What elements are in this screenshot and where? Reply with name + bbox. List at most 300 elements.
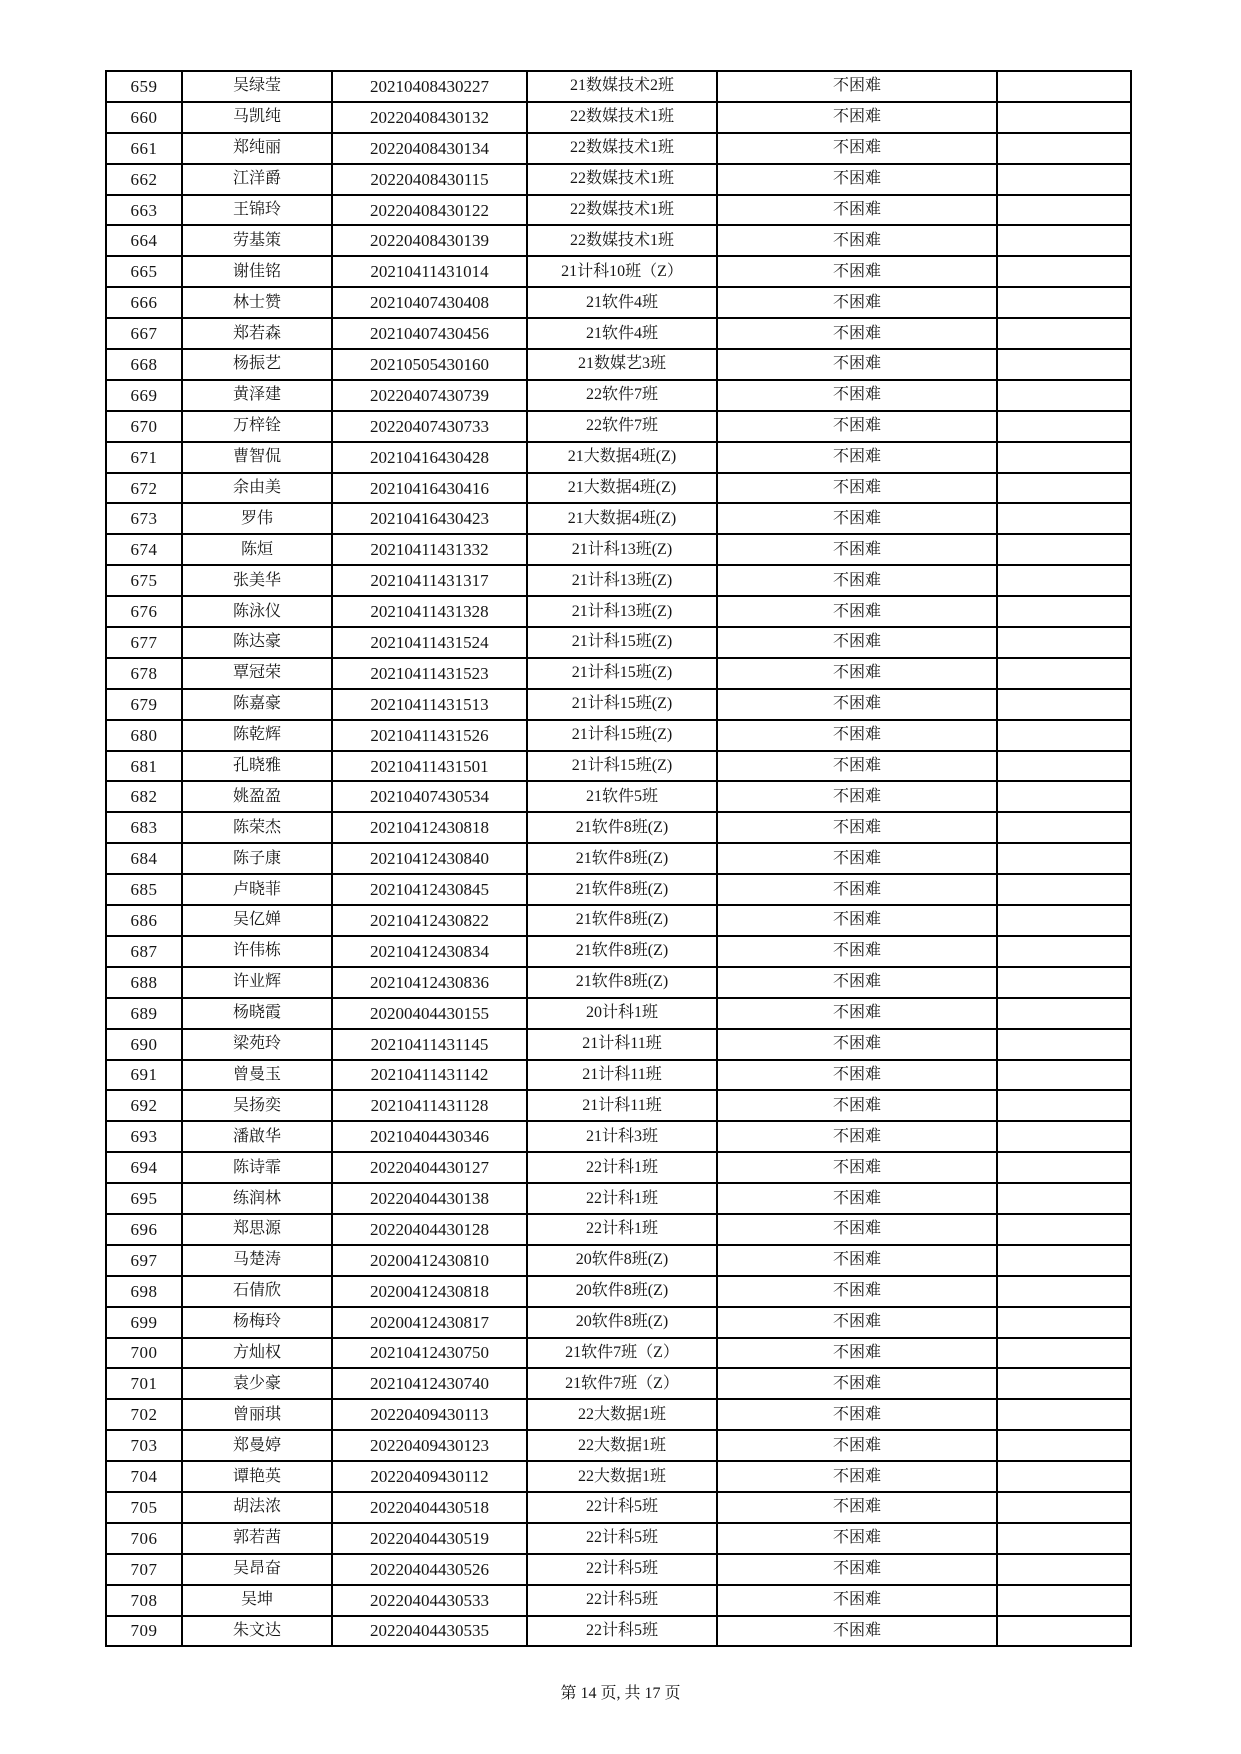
cell-student-id: 20210411431332 (332, 534, 527, 565)
cell-no: 698 (106, 1276, 182, 1307)
cell-name: 余由美 (182, 473, 332, 504)
cell-status: 不困难 (717, 534, 997, 565)
cell-no: 709 (106, 1616, 182, 1647)
table-row (106, 596, 1131, 627)
table-row (106, 1338, 1131, 1369)
cell-name: 练润林 (182, 1183, 332, 1214)
cell-student-id: 20210411431317 (332, 565, 527, 596)
cell-name: 孔晓雅 (182, 751, 332, 782)
cell-status: 不困难 (717, 751, 997, 782)
cell-student-id: 20220404430128 (332, 1214, 527, 1245)
table-row (106, 1368, 1131, 1399)
cell-name: 曹智侃 (182, 442, 332, 473)
cell-no: 693 (106, 1121, 182, 1152)
table-row (106, 1060, 1131, 1091)
cell-student-id: 20210411431501 (332, 751, 527, 782)
cell-empty (997, 1183, 1131, 1214)
cell-status: 不困难 (717, 565, 997, 596)
cell-empty (997, 1152, 1131, 1183)
cell-no: 681 (106, 751, 182, 782)
cell-status: 不困难 (717, 1183, 997, 1214)
table-row (106, 565, 1131, 596)
cell-status: 不困难 (717, 1585, 997, 1616)
cell-empty (997, 751, 1131, 782)
cell-empty (997, 1585, 1131, 1616)
table-row (106, 287, 1131, 318)
cell-status: 不困难 (717, 225, 997, 256)
cell-class-name: 21大数据4班(Z) (527, 473, 717, 504)
cell-student-id: 20220408430134 (332, 133, 527, 164)
cell-name: 吴昂奋 (182, 1554, 332, 1585)
table-row (106, 1461, 1131, 1492)
cell-name: 袁少豪 (182, 1368, 332, 1399)
cell-empty (997, 1060, 1131, 1091)
cell-status: 不困难 (717, 627, 997, 658)
cell-name: 陈泳仪 (182, 596, 332, 627)
cell-empty (997, 1368, 1131, 1399)
cell-no: 677 (106, 627, 182, 658)
cell-empty (997, 998, 1131, 1029)
cell-student-id: 20210411431145 (332, 1029, 527, 1060)
cell-name: 陈乾辉 (182, 720, 332, 751)
cell-no: 680 (106, 720, 182, 751)
cell-no: 703 (106, 1430, 182, 1461)
cell-name: 方灿权 (182, 1338, 332, 1369)
cell-no: 664 (106, 225, 182, 256)
cell-no: 708 (106, 1585, 182, 1616)
cell-empty (997, 565, 1131, 596)
cell-class-name: 20软件8班(Z) (527, 1276, 717, 1307)
cell-class-name: 22计科5班 (527, 1585, 717, 1616)
cell-empty (997, 503, 1131, 534)
cell-empty (997, 1214, 1131, 1245)
cell-empty (997, 102, 1131, 133)
cell-status: 不困难 (717, 596, 997, 627)
cell-no: 696 (106, 1214, 182, 1245)
table-row (106, 164, 1131, 195)
cell-student-id: 20210416430416 (332, 473, 527, 504)
cell-status: 不困难 (717, 1214, 997, 1245)
cell-class-name: 21计科15班(Z) (527, 658, 717, 689)
cell-empty (997, 874, 1131, 905)
table-row (106, 720, 1131, 751)
table-row (106, 318, 1131, 349)
cell-name: 郑纯丽 (182, 133, 332, 164)
cell-status: 不困难 (717, 71, 997, 102)
cell-no: 671 (106, 442, 182, 473)
cell-empty (997, 1245, 1131, 1276)
cell-status: 不困难 (717, 1276, 997, 1307)
cell-class-name: 21软件8班(Z) (527, 843, 717, 874)
cell-empty (997, 1523, 1131, 1554)
cell-no: 694 (106, 1152, 182, 1183)
cell-empty (997, 627, 1131, 658)
cell-status: 不困难 (717, 658, 997, 689)
cell-no: 705 (106, 1492, 182, 1523)
cell-no: 691 (106, 1060, 182, 1091)
cell-student-id: 20220404430519 (332, 1523, 527, 1554)
cell-status: 不困难 (717, 1152, 997, 1183)
cell-class-name: 21计科3班 (527, 1121, 717, 1152)
cell-student-id: 20220408430115 (332, 164, 527, 195)
cell-no: 707 (106, 1554, 182, 1585)
cell-empty (997, 596, 1131, 627)
cell-name: 吴坤 (182, 1585, 332, 1616)
cell-class-name: 21计科11班 (527, 1060, 717, 1091)
cell-status: 不困难 (717, 967, 997, 998)
cell-status: 不困难 (717, 318, 997, 349)
cell-student-id: 20210412430836 (332, 967, 527, 998)
cell-status: 不困难 (717, 998, 997, 1029)
cell-student-id: 20220407430733 (332, 411, 527, 442)
cell-status: 不困难 (717, 1554, 997, 1585)
cell-class-name: 21大数据4班(Z) (527, 442, 717, 473)
cell-class-name: 21计科11班 (527, 1029, 717, 1060)
cell-name: 王锦玲 (182, 195, 332, 226)
cell-name: 卢晓菲 (182, 874, 332, 905)
table-row (106, 1214, 1131, 1245)
cell-student-id: 20220404430533 (332, 1585, 527, 1616)
cell-student-id: 20210411431142 (332, 1060, 527, 1091)
cell-empty (997, 1121, 1131, 1152)
cell-no: 678 (106, 658, 182, 689)
cell-class-name: 21软件8班(Z) (527, 905, 717, 936)
cell-status: 不困难 (717, 1090, 997, 1121)
cell-status: 不困难 (717, 256, 997, 287)
cell-name: 江洋爵 (182, 164, 332, 195)
table-row (106, 133, 1131, 164)
table-row (106, 905, 1131, 936)
cell-name: 许伟栋 (182, 936, 332, 967)
cell-name: 杨梅玲 (182, 1307, 332, 1338)
cell-class-name: 21计科10班（Z） (527, 256, 717, 287)
cell-class-name: 21大数据4班(Z) (527, 503, 717, 534)
cell-student-id: 20210411431523 (332, 658, 527, 689)
cell-name: 陈诗霏 (182, 1152, 332, 1183)
cell-class-name: 21软件8班(Z) (527, 874, 717, 905)
cell-no: 679 (106, 689, 182, 720)
cell-status: 不困难 (717, 720, 997, 751)
cell-status: 不困难 (717, 1029, 997, 1060)
cell-empty (997, 1554, 1131, 1585)
cell-status: 不困难 (717, 1523, 997, 1554)
cell-class-name: 21软件8班(Z) (527, 812, 717, 843)
cell-empty (997, 349, 1131, 380)
cell-status: 不困难 (717, 102, 997, 133)
cell-class-name: 20计科1班 (527, 998, 717, 1029)
cell-name: 曾曼玉 (182, 1060, 332, 1091)
cell-empty (997, 1276, 1131, 1307)
cell-class-name: 22数媒技术1班 (527, 102, 717, 133)
cell-name: 胡法浓 (182, 1492, 332, 1523)
cell-empty (997, 843, 1131, 874)
cell-class-name: 22计科5班 (527, 1523, 717, 1554)
table-row (106, 936, 1131, 967)
cell-no: 670 (106, 411, 182, 442)
table-row (106, 71, 1131, 102)
cell-empty (997, 1029, 1131, 1060)
cell-name: 石倩欣 (182, 1276, 332, 1307)
cell-name: 杨振艺 (182, 349, 332, 380)
cell-empty (997, 936, 1131, 967)
cell-status: 不困难 (717, 349, 997, 380)
cell-class-name: 20软件8班(Z) (527, 1245, 717, 1276)
cell-name: 谢佳铭 (182, 256, 332, 287)
cell-no: 676 (106, 596, 182, 627)
cell-name: 梁苑玲 (182, 1029, 332, 1060)
cell-student-id: 20220408430132 (332, 102, 527, 133)
cell-class-name: 21软件4班 (527, 318, 717, 349)
cell-empty (997, 287, 1131, 318)
cell-name: 潘啟华 (182, 1121, 332, 1152)
cell-class-name: 22软件7班 (527, 411, 717, 442)
cell-student-id: 20220408430139 (332, 225, 527, 256)
cell-no: 699 (106, 1307, 182, 1338)
cell-no: 702 (106, 1399, 182, 1430)
cell-student-id: 20210411431128 (332, 1090, 527, 1121)
cell-empty (997, 380, 1131, 411)
cell-class-name: 21计科15班(Z) (527, 627, 717, 658)
cell-student-id: 20220404430526 (332, 1554, 527, 1585)
cell-empty (997, 442, 1131, 473)
cell-name: 万梓铨 (182, 411, 332, 442)
table-row (106, 1585, 1131, 1616)
cell-class-name: 22数媒技术1班 (527, 133, 717, 164)
cell-status: 不困难 (717, 164, 997, 195)
cell-name: 郭若茜 (182, 1523, 332, 1554)
cell-class-name: 21计科11班 (527, 1090, 717, 1121)
cell-class-name: 22大数据1班 (527, 1399, 717, 1430)
cell-status: 不困难 (717, 1430, 997, 1461)
cell-status: 不困难 (717, 1338, 997, 1369)
table-row (106, 411, 1131, 442)
cell-status: 不困难 (717, 843, 997, 874)
cell-no: 674 (106, 534, 182, 565)
cell-empty (997, 905, 1131, 936)
table-row (106, 812, 1131, 843)
table-row (106, 874, 1131, 905)
cell-name: 许业辉 (182, 967, 332, 998)
cell-name: 陈嘉豪 (182, 689, 332, 720)
cell-student-id: 20220407430739 (332, 380, 527, 411)
cell-class-name: 21计科15班(Z) (527, 751, 717, 782)
table-row (106, 781, 1131, 812)
cell-name: 郑若森 (182, 318, 332, 349)
cell-empty (997, 195, 1131, 226)
cell-empty (997, 411, 1131, 442)
table-row (106, 751, 1131, 782)
cell-class-name: 22大数据1班 (527, 1461, 717, 1492)
cell-class-name: 22计科1班 (527, 1214, 717, 1245)
cell-student-id: 20220409430113 (332, 1399, 527, 1430)
cell-status: 不困难 (717, 287, 997, 318)
cell-status: 不困难 (717, 503, 997, 534)
cell-name: 罗伟 (182, 503, 332, 534)
table-row (106, 998, 1131, 1029)
cell-status: 不困难 (717, 473, 997, 504)
student-table-body (106, 71, 1131, 1646)
cell-student-id: 20220404430518 (332, 1492, 527, 1523)
student-table (105, 70, 1132, 1647)
cell-no: 661 (106, 133, 182, 164)
cell-status: 不困难 (717, 1616, 997, 1647)
cell-student-id: 20210412430845 (332, 874, 527, 905)
cell-status: 不困难 (717, 411, 997, 442)
cell-no: 669 (106, 380, 182, 411)
cell-class-name: 21计科15班(Z) (527, 689, 717, 720)
cell-class-name: 21计科13班(Z) (527, 596, 717, 627)
cell-student-id: 20210412430840 (332, 843, 527, 874)
table-row (106, 380, 1131, 411)
cell-no: 683 (106, 812, 182, 843)
cell-no: 673 (106, 503, 182, 534)
cell-student-id: 20210412430818 (332, 812, 527, 843)
cell-class-name: 21软件7班（Z） (527, 1368, 717, 1399)
cell-no: 668 (106, 349, 182, 380)
cell-empty (997, 1616, 1131, 1647)
table-row (106, 225, 1131, 256)
cell-class-name: 21数媒技术2班 (527, 71, 717, 102)
cell-empty (997, 1399, 1131, 1430)
cell-status: 不困难 (717, 781, 997, 812)
cell-name: 朱文达 (182, 1616, 332, 1647)
cell-student-id: 20210412430822 (332, 905, 527, 936)
table-row (106, 1121, 1131, 1152)
cell-student-id: 20200412430817 (332, 1307, 527, 1338)
cell-student-id: 20220404430138 (332, 1183, 527, 1214)
cell-status: 不困难 (717, 1461, 997, 1492)
cell-class-name: 21计科15班(Z) (527, 720, 717, 751)
cell-name: 吴扬奕 (182, 1090, 332, 1121)
cell-empty (997, 1090, 1131, 1121)
cell-name: 姚盈盈 (182, 781, 332, 812)
cell-no: 690 (106, 1029, 182, 1060)
cell-class-name: 22计科5班 (527, 1492, 717, 1523)
cell-status: 不困难 (717, 1399, 997, 1430)
cell-class-name: 22计科5班 (527, 1554, 717, 1585)
cell-empty (997, 71, 1131, 102)
cell-status: 不困难 (717, 1060, 997, 1091)
table-row (106, 442, 1131, 473)
table-row (106, 627, 1131, 658)
cell-class-name: 22大数据1班 (527, 1430, 717, 1461)
cell-no: 682 (106, 781, 182, 812)
cell-class-name: 22计科1班 (527, 1183, 717, 1214)
cell-status: 不困难 (717, 689, 997, 720)
cell-class-name: 21数媒艺3班 (527, 349, 717, 380)
cell-status: 不困难 (717, 1121, 997, 1152)
cell-name: 马凯纯 (182, 102, 332, 133)
cell-name: 吴亿婵 (182, 905, 332, 936)
cell-empty (997, 658, 1131, 689)
cell-no: 660 (106, 102, 182, 133)
cell-class-name: 21软件7班（Z） (527, 1338, 717, 1369)
cell-student-id: 20210407430408 (332, 287, 527, 318)
table-row (106, 1090, 1131, 1121)
page-footer: 第 14 页, 共 17 页 (560, 1685, 681, 1702)
cell-student-id: 20210412430750 (332, 1338, 527, 1369)
cell-no: 692 (106, 1090, 182, 1121)
table-row (106, 1492, 1131, 1523)
cell-student-id: 20220408430122 (332, 195, 527, 226)
cell-status: 不困难 (717, 1245, 997, 1276)
cell-class-name: 20软件8班(Z) (527, 1307, 717, 1338)
cell-no: 700 (106, 1338, 182, 1369)
cell-no: 662 (106, 164, 182, 195)
table-row (106, 1245, 1131, 1276)
cell-name: 劳基策 (182, 225, 332, 256)
table-row (106, 1307, 1131, 1338)
table-row (106, 195, 1131, 226)
cell-student-id: 20210412430834 (332, 936, 527, 967)
table-row (106, 503, 1131, 534)
cell-status: 不困难 (717, 1307, 997, 1338)
cell-status: 不困难 (717, 380, 997, 411)
cell-name: 吴绿莹 (182, 71, 332, 102)
cell-student-id: 20210411431014 (332, 256, 527, 287)
table-row (106, 967, 1131, 998)
cell-empty (997, 318, 1131, 349)
cell-status: 不困难 (717, 905, 997, 936)
cell-student-id: 20210404430346 (332, 1121, 527, 1152)
cell-name: 马楚涛 (182, 1245, 332, 1276)
cell-status: 不困难 (717, 195, 997, 226)
cell-student-id: 20220409430112 (332, 1461, 527, 1492)
cell-student-id: 20200412430818 (332, 1276, 527, 1307)
cell-empty (997, 812, 1131, 843)
cell-empty (997, 1430, 1131, 1461)
cell-student-id: 20210411431524 (332, 627, 527, 658)
cell-status: 不困难 (717, 874, 997, 905)
cell-name: 陈荣杰 (182, 812, 332, 843)
cell-empty (997, 720, 1131, 751)
cell-name: 曾丽琪 (182, 1399, 332, 1430)
cell-empty (997, 133, 1131, 164)
cell-name: 张美华 (182, 565, 332, 596)
cell-no: 685 (106, 874, 182, 905)
cell-no: 663 (106, 195, 182, 226)
cell-student-id: 20220409430123 (332, 1430, 527, 1461)
cell-student-id: 20200404430155 (332, 998, 527, 1029)
cell-student-id: 20210407430456 (332, 318, 527, 349)
table-row (106, 689, 1131, 720)
cell-name: 黄泽建 (182, 380, 332, 411)
cell-class-name: 21软件4班 (527, 287, 717, 318)
cell-class-name: 21软件8班(Z) (527, 936, 717, 967)
table-row (106, 1152, 1131, 1183)
cell-status: 不困难 (717, 936, 997, 967)
cell-empty (997, 256, 1131, 287)
cell-class-name: 22软件7班 (527, 380, 717, 411)
cell-name: 郑曼婷 (182, 1430, 332, 1461)
table-row (106, 102, 1131, 133)
table-row (106, 1430, 1131, 1461)
cell-no: 666 (106, 287, 182, 318)
cell-name: 陈达豪 (182, 627, 332, 658)
cell-empty (997, 225, 1131, 256)
cell-status: 不困难 (717, 1492, 997, 1523)
cell-class-name: 22数媒技术1班 (527, 225, 717, 256)
cell-name: 林士赞 (182, 287, 332, 318)
cell-class-name: 22计科1班 (527, 1152, 717, 1183)
cell-no: 684 (106, 843, 182, 874)
cell-class-name: 21软件5班 (527, 781, 717, 812)
cell-class-name: 22计科5班 (527, 1616, 717, 1647)
table-row (106, 1616, 1131, 1647)
cell-student-id: 20210411431328 (332, 596, 527, 627)
cell-empty (997, 534, 1131, 565)
cell-student-id: 20220404430535 (332, 1616, 527, 1647)
